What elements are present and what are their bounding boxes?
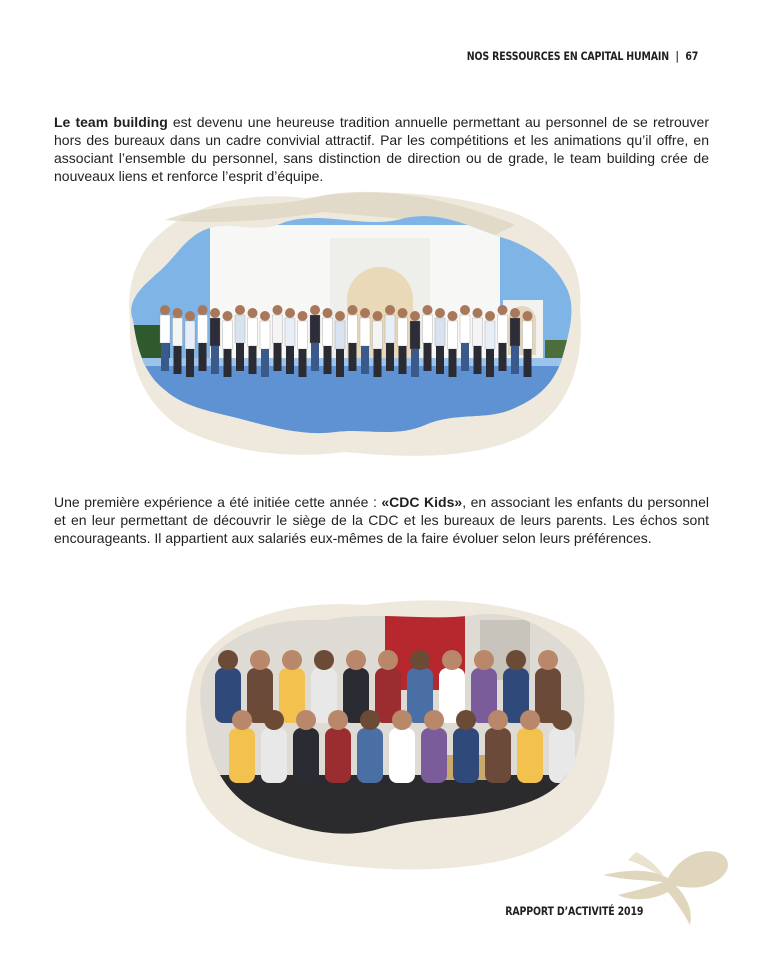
cdc-kids-paragraph bbox=[54, 493, 709, 547]
report-footer: RAPPORT D’ACTIVITÉ 2019 bbox=[505, 904, 643, 918]
running-header bbox=[467, 49, 698, 63]
team-building-lead: Le team building bbox=[54, 114, 168, 130]
ribbon-decoration bbox=[598, 840, 738, 930]
cdc-kids-highlight: «CDC Kids» bbox=[381, 494, 463, 510]
cdc-kids-photo bbox=[175, 580, 625, 880]
team-building-paragraph bbox=[54, 113, 709, 185]
cdc-kids-intro: Une première expérience a été initiée cette année : bbox=[54, 494, 382, 510]
cdc-kids-text: , en associant les enfants du personnel et en leur permettant de découvrir le siège de la CDC et les bureaux de leurs parents. Les échos sont encourageants. Il appartient aux salariés eux-mêmes de la faire évoluer selon leurs préférences. bbox=[54, 494, 709, 546]
page-number: 67 bbox=[685, 49, 698, 63]
team-building-text: est devenu une heureuse tradition annuelle permettant au personnel de se retrouver hors des bureaux dans un cadre convivial attractif. Par les compétitions et les animations qu’il offre, en associant l’ensemble du personnel, sans distinction de direction ou de grade, le team building crée de nouveaux liens et renforce l’esprit d’équipe. bbox=[54, 114, 709, 184]
section-title: NOS RESSOURCES EN CAPITAL HUMAIN bbox=[466, 49, 669, 63]
header-separator: | bbox=[675, 49, 679, 63]
team-building-group-photo bbox=[115, 180, 595, 465]
